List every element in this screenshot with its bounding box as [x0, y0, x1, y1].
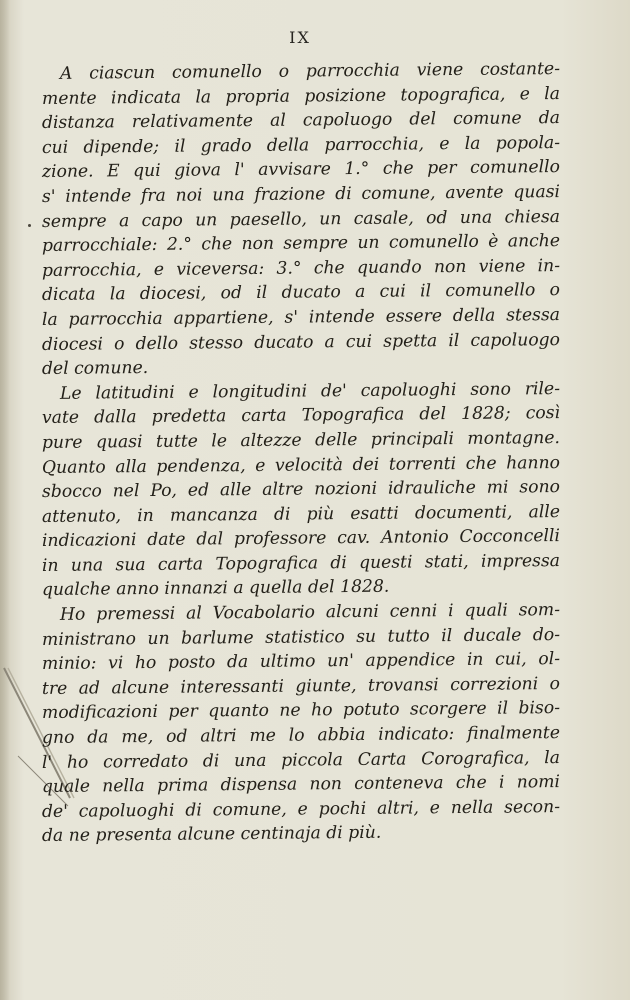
- text-line: quale nella prima dispensa non conteneva che i nomi: [41, 772, 561, 798]
- text-line: Ho premessi al Vocabolario alcuni cenni i quali som-: [59, 600, 561, 625]
- gutter-shadow: [0, 0, 10, 1000]
- text-line: vate dalla predetta carta Topografica del 1828; così: [41, 403, 561, 429]
- text-line: ministrano un barlume statistico su tutto il ducale do-: [41, 624, 561, 650]
- text-line: l' ho corredato di una piccola Carta Corografica, la: [41, 747, 561, 773]
- text-line: s' intende fra noi una frazione di comune, avente quasi: [41, 181, 561, 207]
- text-line: parrocchiale: 2.° che non sempre un comunello è anche: [41, 231, 561, 257]
- text-block: [41, 59, 561, 849]
- text-line: attenuto, in mancanza di più esatti documenti, alle: [41, 501, 561, 527]
- text-line: dicata la diocesi, od il ducato a cui il comunello o: [41, 280, 561, 306]
- text-line: in una sua carta Topografica di questi stati, impressa: [41, 550, 561, 576]
- text-line: minio: vi ho posto da ultimo un' appendice in cui, ol-: [41, 649, 561, 675]
- text-line: la parrocchia appartiene, s' intende essere della stessa: [41, 304, 561, 330]
- text-line: tre ad alcune interessanti giunte, trovansi correzioni o: [41, 673, 561, 699]
- text-line: diocesi o dello stesso ducato a cui spetta il capoluogo: [41, 329, 561, 355]
- text-line: sempre a capo un paesello, un casale, od una chiesa: [41, 206, 561, 232]
- text-line: de' capoluoghi di comune, e pochi altri, e nella secon-: [41, 796, 561, 822]
- text-line: mente indicata la propria posizione topografica, e la: [41, 83, 561, 109]
- text-line: qualche anno innanzi a quella del 1828.: [41, 577, 390, 601]
- text-line: A ciascun comunello o parrocchia viene costante-: [59, 59, 561, 84]
- text-line: gno da me, od altri me lo abbia indicato: finalmente: [41, 723, 561, 749]
- text-line: cui dipende; il grado della parrocchia, e la popola-: [41, 132, 561, 158]
- text-line: distanza relativamente al capoluogo del comune da: [41, 108, 561, 134]
- text-line: Quanto alla pendenza, e velocità dei torrenti che hanno: [41, 452, 561, 478]
- text-line: zione. E qui giova l' avvisare 1.° che per comunello: [41, 157, 561, 183]
- text-line: parrocchia, e viceversa: 3.° che quando non viene in-: [41, 255, 561, 281]
- text-line: da ne presenta alcune centinaja di più.: [41, 823, 382, 847]
- text-line: del comune.: [41, 358, 149, 380]
- text-line: Le latitudini e longitudini de' capoluoghi sono rile-: [59, 378, 561, 404]
- text-line: indicazioni date dal professore cav. Antonio Cocconcelli: [41, 526, 561, 552]
- text-line: modificazioni per quanto ne ho potuto scorgere il biso-: [41, 698, 561, 724]
- margin-dot: [28, 224, 31, 227]
- text-line: pure quasi tutte le altezze delle principali montagne.: [41, 427, 561, 453]
- text-line: sbocco nel Po, ed alle altre nozioni idrauliche mi sono: [41, 477, 561, 503]
- page-number: IX: [289, 28, 311, 47]
